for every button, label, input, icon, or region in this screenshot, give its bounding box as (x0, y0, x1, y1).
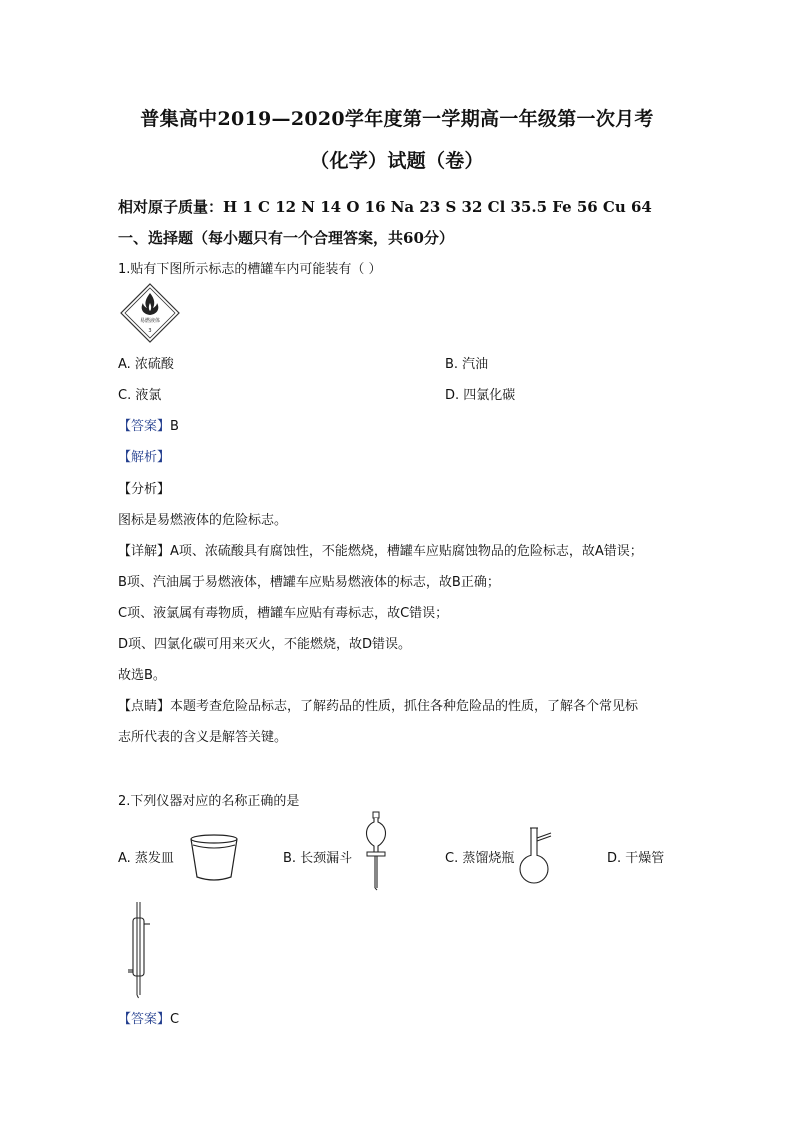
q2-option-c: C. 蒸馏烧瓶 (445, 851, 515, 866)
sign-number: 3 (148, 328, 152, 334)
distillation-flask-image (519, 826, 559, 890)
q1-fenxi-tag: 【分析】 (118, 482, 171, 497)
q2-option-d: D. 干燥管 (607, 851, 665, 866)
q1-option-d: D. 四氯化碳 (445, 388, 516, 403)
detail-a-text: A项、浓硫酸具有腐蚀性，不能燃烧，槽罐车应贴腐蚀物品的危险标志，故A错误； (170, 544, 643, 559)
comment-text-1: 本题考查危险品标志，了解药品的性质，抓住各种危险品的性质，了解各个常见标 (170, 699, 639, 714)
q1-option-b: B. 汽油 (445, 357, 489, 372)
q1-analysis-tag: 【解析】 (118, 450, 171, 465)
sign-label: 易燃液体 (139, 318, 161, 324)
question-1-stem: 1.贴有下图所示标志的槽罐车内可能装有（ ） (118, 262, 382, 277)
atomic-mass-line: 相对原子质量：H 1 C 12 N 14 O 16 Na 23 S 32 Cl 35.5 Fe 56 Cu 64 (118, 198, 652, 216)
evaporating-dish-image (188, 831, 240, 887)
q1-detail-a (118, 540, 643, 559)
condenser-image (125, 900, 155, 1004)
q1-comment-line1 (118, 695, 638, 714)
q1-detail-b: B项、汽油属于易燃液体，槽罐车应贴易燃液体的标志，故B正确； (118, 575, 500, 590)
comment-tag: 【点睛】 (118, 699, 171, 714)
flammable-liquid-sign (120, 283, 180, 343)
q2-answer (118, 1008, 179, 1027)
answer-tag: 【答案】 (118, 1012, 171, 1027)
q1-conclusion: 故选B。 (118, 668, 166, 683)
answer-value: C (170, 1012, 180, 1027)
q2-option-a: A. 蒸发皿 (118, 851, 174, 866)
q1-answer (118, 415, 179, 434)
q1-detail-d: D项、四氯化碳可用来灭火，不能燃烧，故D错误。 (118, 637, 412, 652)
answer-value: B (170, 419, 179, 434)
distillation-flask-icon (519, 826, 559, 886)
evaporating-dish-icon (188, 831, 240, 883)
separatory-funnel-image (362, 812, 390, 896)
question-2-stem: 2.下列仪器对应的名称正确的是 (118, 794, 300, 809)
detail-tag: 【详解】 (118, 544, 171, 559)
q1-option-c: C. 液氯 (118, 388, 162, 403)
q1-fenxi-text: 图标是易燃液体的危险标志。 (118, 513, 288, 528)
page-title: 普集高中2019—2020学年度第一学期高一年级第一次月考 (140, 108, 654, 130)
answer-tag: 【答案】 (118, 419, 171, 434)
q1-option-a: A. 浓硫酸 (118, 357, 174, 372)
q1-comment-line2: 志所代表的含义是解答关键。 (118, 730, 288, 745)
q2-option-b: B. 长颈漏斗 (283, 851, 353, 866)
flammable-liquid-icon (120, 283, 180, 343)
q1-detail-c: C项、液氯属有毒物质，槽罐车应贴有毒标志，故C错误； (118, 606, 449, 621)
separatory-funnel-icon (362, 812, 390, 892)
condenser-icon (125, 900, 155, 1000)
section-heading: 一、选择题（每小题只有一个合理答案，共60分） (118, 229, 454, 247)
page-subtitle: （化学）试题（卷） (310, 150, 484, 172)
